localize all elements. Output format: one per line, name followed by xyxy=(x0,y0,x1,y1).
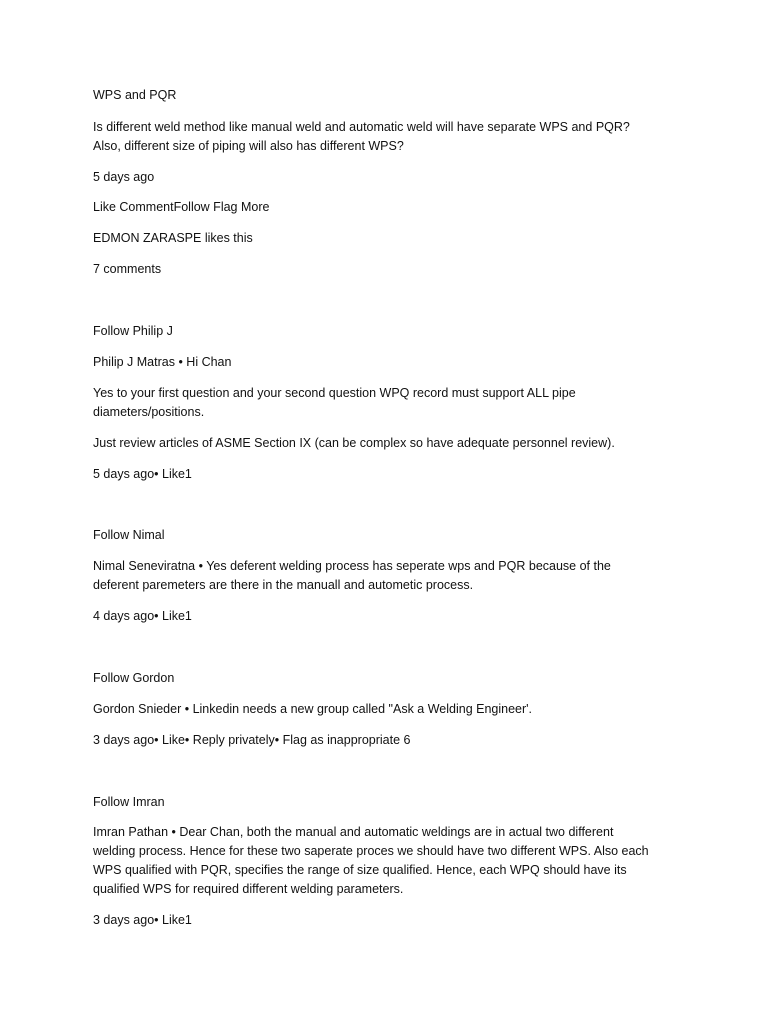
comment-body-line: qualified WPS for required different welding parameters. xyxy=(93,882,404,896)
follow-link[interactable]: Follow Gordon xyxy=(93,671,175,685)
comment-meta: 3 days ago• Like1 xyxy=(93,913,192,927)
comment-author-line: Gordon Snieder • Linkedin needs a new group called "Ask a Welding Engineer'. xyxy=(93,702,533,716)
post-title: WPS and PQR xyxy=(93,88,177,102)
post-age: 5 days ago xyxy=(93,170,155,184)
post-actions[interactable]: Like CommentFollow Flag More xyxy=(93,200,270,214)
follow-link[interactable]: Follow Imran xyxy=(93,795,165,809)
comment-body-line: diameters/positions. xyxy=(93,405,205,419)
comment-body-line: welding process. Hence for these two saperate proces we should have two different WPS. Also each xyxy=(93,844,649,858)
follow-link[interactable]: Follow Philip J xyxy=(93,324,173,338)
comment-body-line: Just review articles of ASME Section IX (can be complex so have adequate personnel review). xyxy=(93,436,615,450)
comment-author-line: Nimal Seneviratna • Yes deferent welding process has seperate wps and PQR because of the xyxy=(93,559,611,573)
follow-link[interactable]: Follow Nimal xyxy=(93,528,165,542)
comment-author-line: Imran Pathan • Dear Chan, both the manual and automatic weldings are in actual two different xyxy=(93,825,614,839)
post-question-line: Is different weld method like manual weld and automatic weld will have separate WPS and PQR? xyxy=(93,120,630,134)
comment-body-line: WPS qualified with PQR, specifies the range of size qualified. Hence, each WPQ should have its xyxy=(93,863,627,877)
comment-meta: 4 days ago• Like1 xyxy=(93,609,192,623)
comment-body-line: Yes to your first question and your second question WPQ record must support ALL pipe xyxy=(93,386,576,400)
comments-count[interactable]: 7 comments xyxy=(93,262,162,276)
post-question-line: Also, different size of piping will also has different WPS? xyxy=(93,139,404,153)
comment-author-line: Philip J Matras • Hi Chan xyxy=(93,355,232,369)
comment-meta: 3 days ago• Like• Reply privately• Flag as inappropriate 6 xyxy=(93,733,411,747)
comment-body-line: deferent paremeters are there in the manuall and autometic process. xyxy=(93,578,474,592)
comment-meta: 5 days ago• Like1 xyxy=(93,467,192,481)
post-likes: EDMON ZARASPE likes this xyxy=(93,231,253,245)
